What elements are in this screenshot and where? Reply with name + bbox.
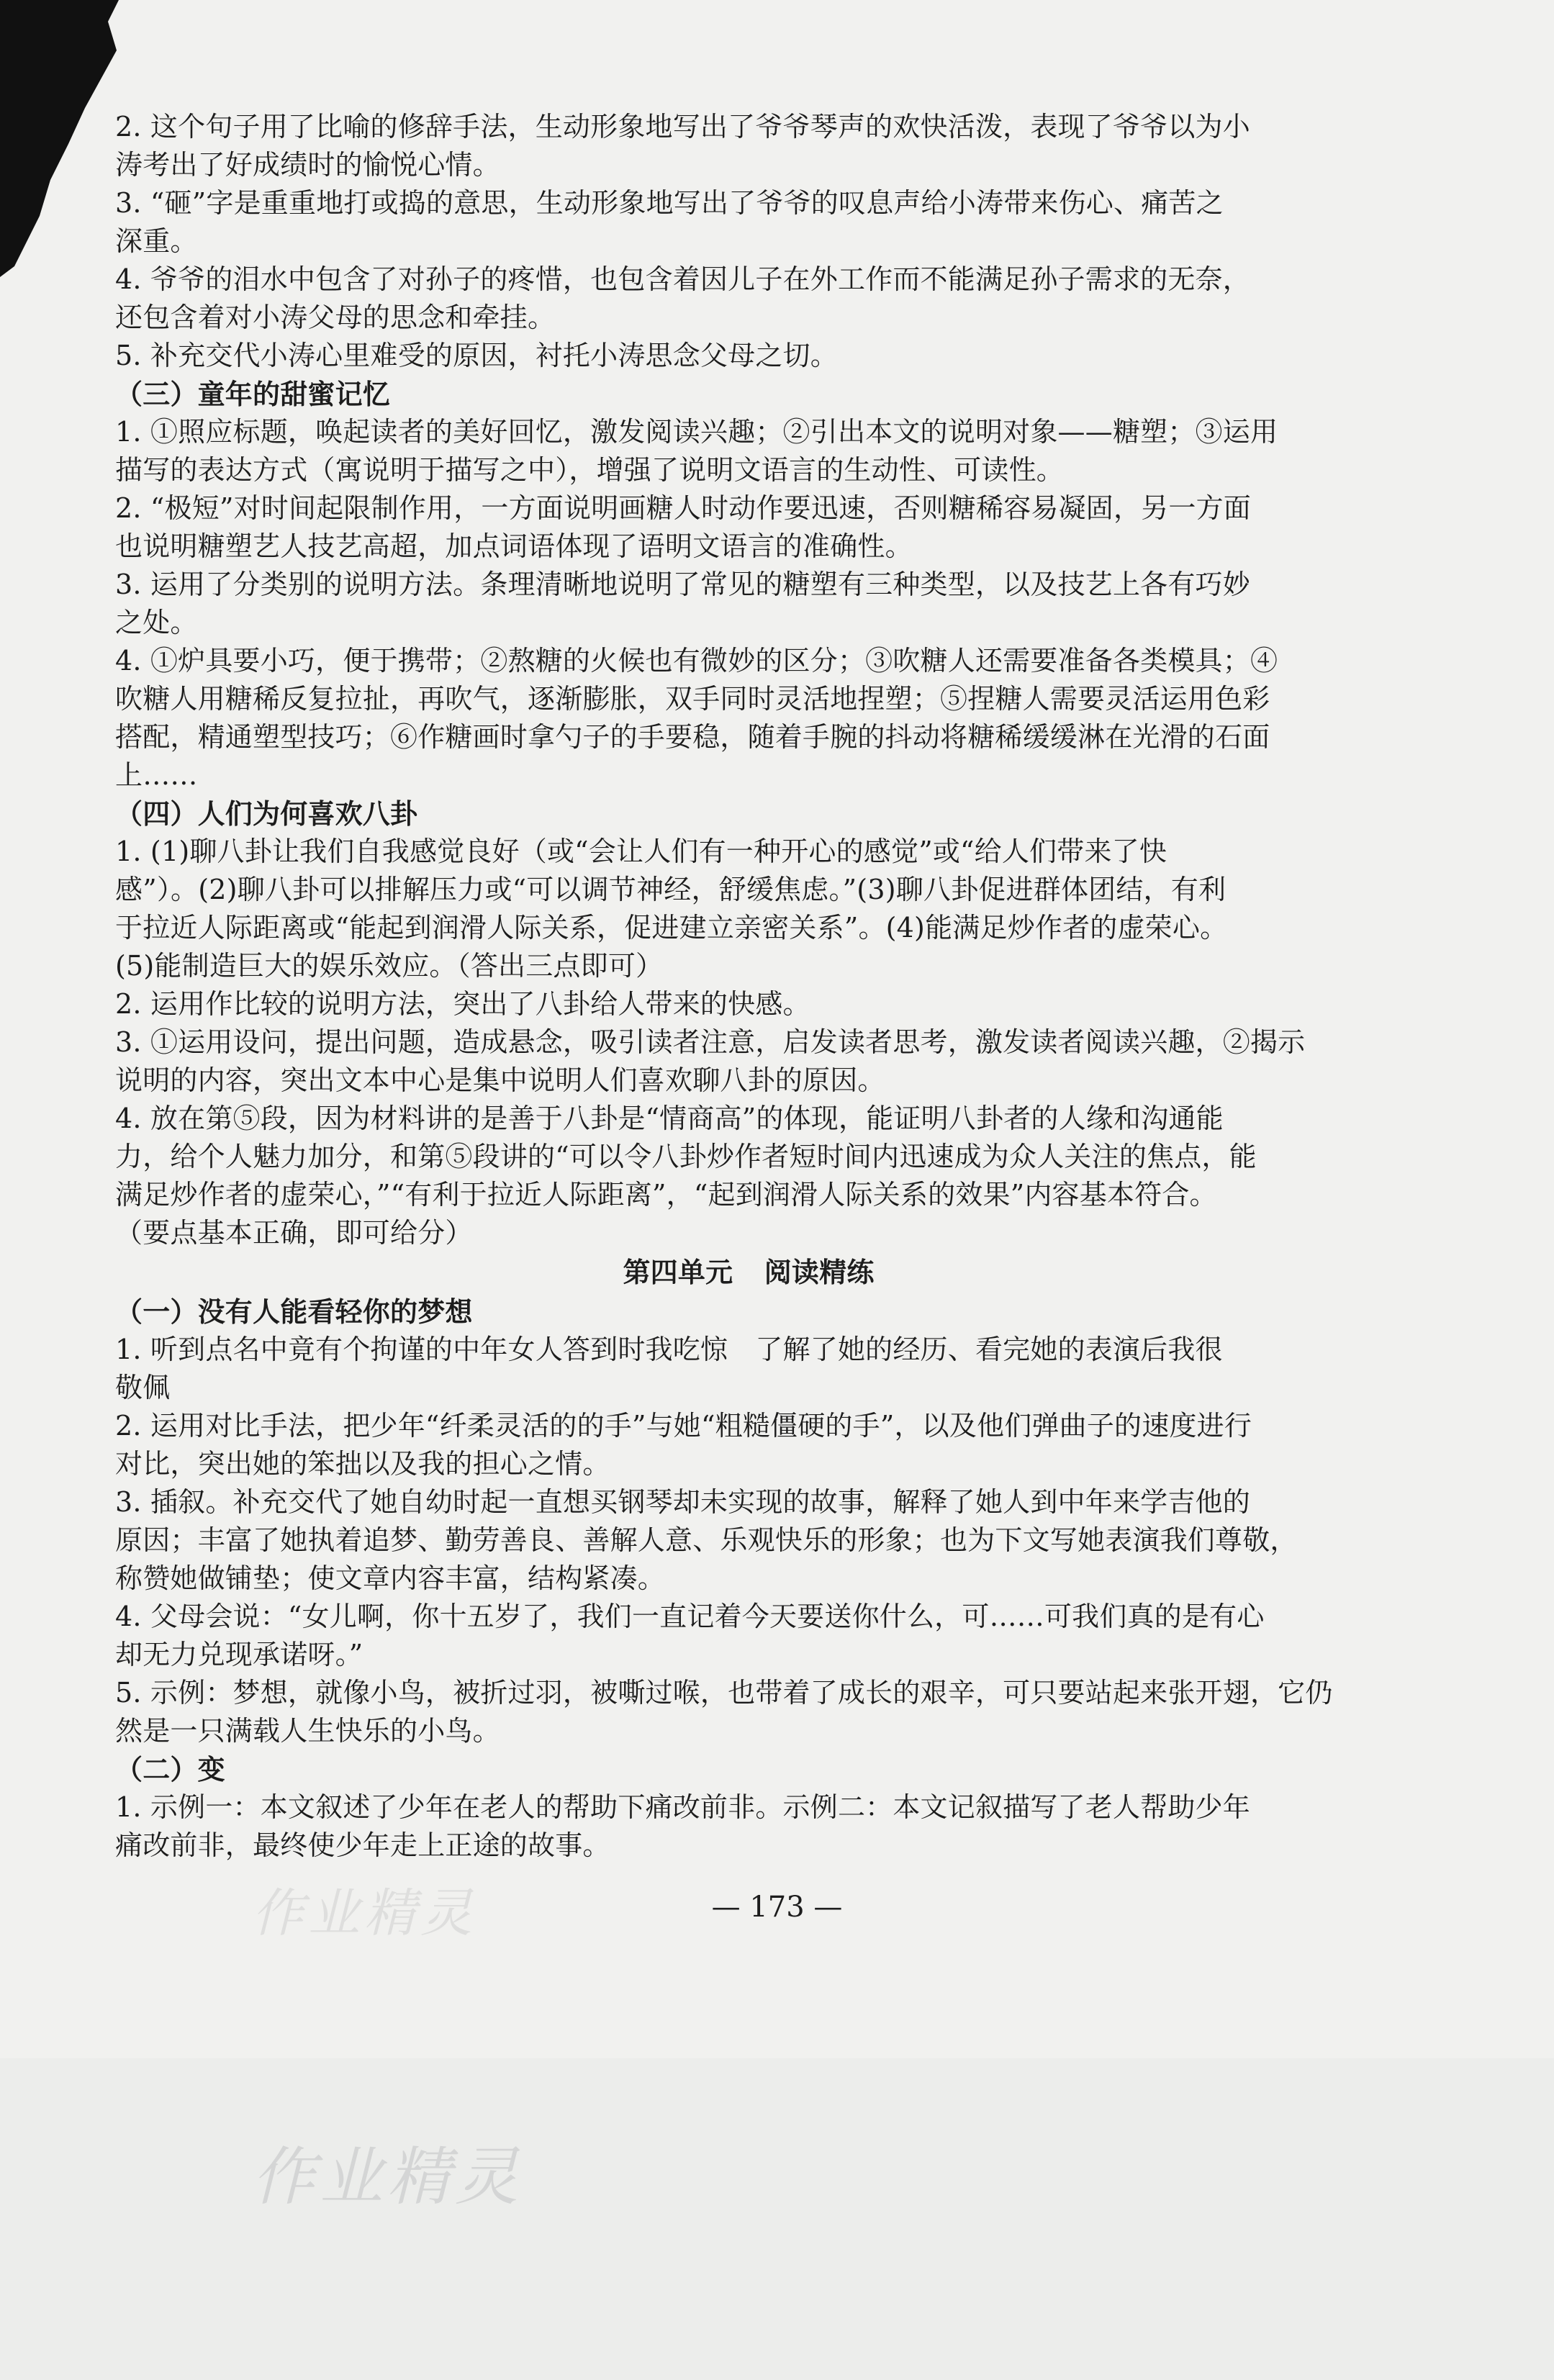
answer-line: 5. 示例：梦想，就像小鸟，被折过羽，被嘶过喉，也带着了成长的艰辛，可只要站起来张开翅，它仍: [115, 1677, 1333, 1709]
answer-line: 然是一只满载人生快乐的小鸟。: [115, 1715, 500, 1747]
answer-line: 称赞她做铺垫；使文章内容丰富，结构紧凑。: [115, 1562, 666, 1594]
answer-line: 1. ①照应标题，唤起读者的美好回忆，激发阅读兴趣；②引出本文的说明对象——糖塑；③运用: [115, 416, 1278, 448]
unit-title: 第四单元 阅读精练: [623, 1256, 875, 1288]
answer-line: 深重。: [115, 225, 198, 257]
answer-line: 搭配，精通塑型技巧；⑥作糖画时拿勺子的手要稳，随着手腕的抖动将糖稀缓缓淋在光滑的石面: [115, 721, 1270, 753]
answer-line: 敬佩: [115, 1372, 171, 1403]
section-heading: （三）童年的甜蜜记忆: [115, 378, 391, 410]
page-number: — 173 —: [711, 1891, 843, 1924]
watermark-logo: 作业精灵: [252, 1883, 477, 1943]
answer-line: 感”）。(2)聊八卦可以排解压力或“可以调节神经，舒缓焦虑。”(3)聊八卦促进群体团结，有利: [115, 874, 1227, 905]
answer-line: 2. “极短”对时间起限制作用，一方面说明画糖人时动作要迅速，否则糖稀容易凝固，另一方面: [115, 492, 1251, 524]
answer-line: 原因；丰富了她执着追梦、勤劳善良、善解人意、乐观快乐的形象；也为下文写她表演我们尊敬，: [115, 1524, 1298, 1556]
section-heading: （四）人们为何喜欢八卦: [115, 797, 418, 830]
section-heading: （一）没有人能看轻你的梦想: [115, 1295, 473, 1328]
section-heading: （二）变: [115, 1753, 225, 1786]
answer-line: 3. ①运用设问，提出问题，造成悬念，吸引读者注意，启发读者思考，激发读者阅读兴趣，②揭示: [115, 1026, 1306, 1058]
answer-line: 3. 运用了分类别的说明方法。条理清晰地说明了常见的糖塑有三种类型，以及技艺上各有巧妙: [115, 569, 1250, 600]
torn-page-corner: [0, 0, 122, 288]
answer-text-body: [115, 108, 1353, 1865]
answer-line: (5)能制造巨大的娱乐效应。（答出三点即可）: [115, 950, 664, 982]
answer-line: 满足炒作者的虚荣心，”“有利于拉近人际距离”，“起到润滑人际关系的效果”内容基本符合。: [115, 1179, 1217, 1211]
answer-line: 4. ①炉具要小巧，便于携带；②熬糖的火候也有微妙的区分；③吹糖人还需要准备各类模具；④: [115, 645, 1278, 677]
answer-line: 痛改前非，最终使少年走上正途的故事。: [115, 1829, 610, 1861]
answer-line: 说明的内容，突出文本中心是集中说明人们喜欢聊八卦的原因。: [115, 1064, 885, 1096]
answer-line: 涛考出了好成绩时的愉悦心情。: [115, 149, 500, 181]
answer-line: 2. 运用对比手法，把少年“纤柔灵活的的手”与她“粗糙僵硬的手”，以及他们弹曲子的速度进行: [115, 1410, 1252, 1442]
answer-line: 4. 父母会说：“女儿啊，你十五岁了，我们一直记着今天要送你什么，可……可我们真的是有心: [115, 1601, 1265, 1632]
answer-line: 3. “砸”字是重重地打或捣的意思，生动形象地写出了爷爷的叹息声给小涛带来伤心、痛苦之: [115, 187, 1224, 219]
answer-line: 描写的表达方式（寓说明于描写之中），增强了说明文语言的生动性、可读性。: [115, 454, 1065, 486]
answer-line: 2. 运用作比较的说明方法，突出了八卦给人带来的快感。: [115, 988, 810, 1020]
answer-line: 还包含着对小涛父母的思念和牵挂。: [115, 302, 556, 333]
answer-line: 却无力兑现承诺呀。”: [115, 1639, 363, 1670]
answer-line: 对比，突出她的笨拙以及我的担心之情。: [115, 1448, 610, 1480]
answer-line: 4. 爷爷的泪水中包含了对孙子的疼惜，也包含着因儿子在外工作而不能满足孙子需求的无奈，: [115, 263, 1250, 295]
answer-line: 吹糖人用糖稀反复拉扯，再吹气，逐渐膨胀，双手同时灵活地捏塑；⑤捏糖人需要灵活运用色彩: [115, 683, 1270, 715]
answer-line: 上……: [115, 759, 198, 791]
answer-line: （要点基本正确，即可给分）: [115, 1217, 473, 1249]
answer-line: 1. 听到点名中竟有个拘谨的中年女人答到时我吃惊 了解了她的经历、看完她的表演后我很: [115, 1334, 1223, 1365]
answer-line: 1. 示例一：本文叙述了少年在老人的帮助下痛改前非。示例二：本文记叙描写了老人帮助少年: [115, 1791, 1250, 1823]
answer-line: 3. 插叙。补充交代了她自幼时起一直想买钢琴却未实现的故事，解释了她人到中年来学吉他的: [115, 1486, 1250, 1518]
answer-line: 力，给个人魅力加分，和第⑤段讲的“可以令八卦炒作者短时间内迅速成为众人关注的焦点，能: [115, 1141, 1257, 1172]
answer-line: 之处。: [115, 607, 198, 638]
lower-blank-area: [0, 2058, 1554, 2380]
answer-line: 于拉近人际距离或“能起到润滑人际关系，促进建立亲密关系”。(4)能满足炒作者的虚荣心。: [115, 912, 1228, 944]
answer-line: 也说明糖塑艺人技艺高超，加点词语体现了语明文语言的准确性。: [115, 530, 913, 562]
watermark-logo: 作业精灵: [252, 2140, 523, 2214]
answer-line: 4. 放在第⑤段，因为材料讲的是善于八卦是“情商高”的体现，能证明八卦者的人缘和沟通能: [115, 1103, 1224, 1134]
answer-line: 2. 这个句子用了比喻的修辞手法，生动形象地写出了爷爷琴声的欢快活泼，表现了爷爷以为小: [115, 111, 1250, 142]
answer-line: 5. 补充交代小涛心里难受的原因，衬托小涛思念父母之切。: [115, 340, 838, 371]
answer-line: 1. (1)聊八卦让我们自我感觉良好（或“会让人们有一种开心的感觉”或“给人们带来了快: [115, 836, 1167, 867]
